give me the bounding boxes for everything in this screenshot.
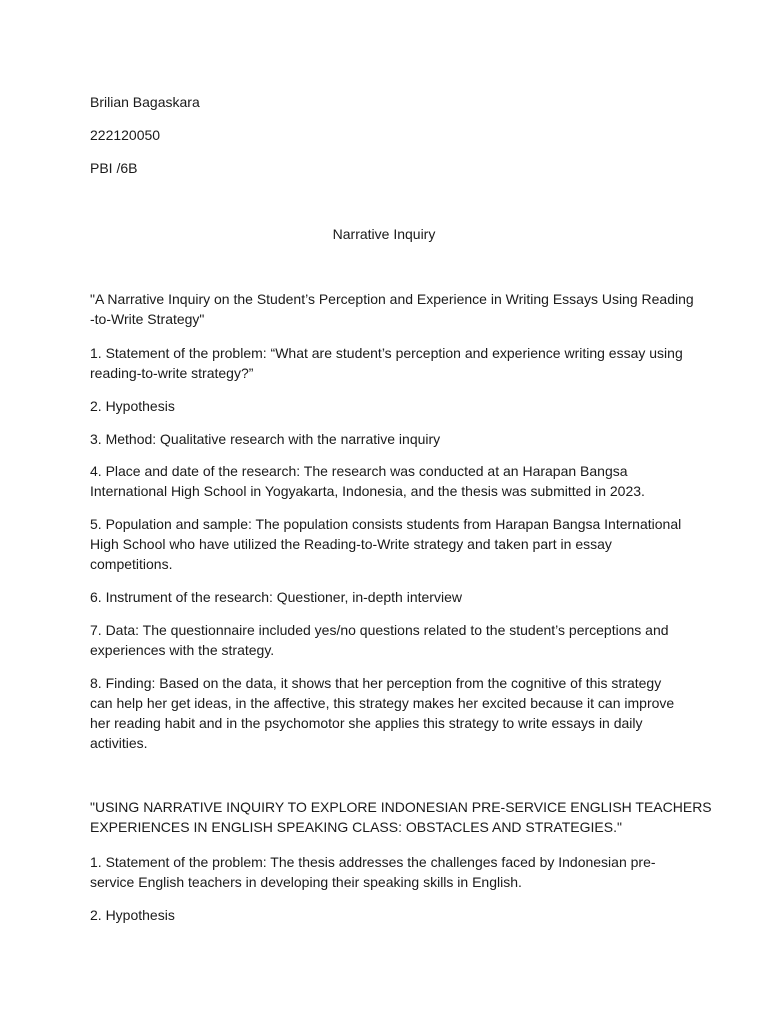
study2-title: "USING NARRATIVE INQUIRY TO EXPLORE INDONESIAN PRE-SERVICE ENGLISH TEACHERS EXPERIENCES IN ENGLISH SPEAKING CLASS: OBSTACLES AND STRATEGIES." — [90, 799, 712, 835]
study1-title: "A Narrative Inquiry on the Student’s Perception and Experience in Writing Essays Using Reading -to-Write Strategy" — [90, 291, 694, 327]
study1-item-finding: 8. Finding: Based on the data, it shows that her perception from the cognitive of this strategy can help her get ideas, in the affective, this strategy makes her excited because it can improve her reading habit and in the psychomotor she applies this strategy to write essays in daily activities. — [90, 675, 675, 751]
author-name: Brilian Bagaskara — [90, 94, 200, 110]
study1-item-place-date: 4. Place and date of the research: The research was conducted at an Harapan Bangsa International High School in Yogyakarta, Indonesia, and the thesis was submitted in 2023. — [90, 463, 645, 499]
study2-item-hypothesis: 2. Hypothesis — [90, 907, 175, 923]
study1-item-data: 7. Data: The questionnaire included yes/no questions related to the student’s perceptions and experiences with the strategy. — [90, 622, 669, 658]
study1-item-problem: 1. Statement of the problem: “What are student’s perception and experience writing essay using reading-to-write strategy?” — [90, 345, 683, 381]
study1-item-population: 5. Population and sample: The population consists students from Harapan Bangsa International High School who have utilized the Reading-to-Write strategy and taken part in essay competitions. — [90, 516, 682, 572]
study2-item-problem: 1. Statement of the problem: The thesis addresses the challenges faced by Indonesian pre- service English teachers in developing their speaking skills in English. — [90, 854, 656, 890]
study1-item-hypothesis: 2. Hypothesis — [90, 398, 175, 414]
document-title: Narrative Inquiry — [332, 226, 436, 242]
class-label: PBI /6B — [90, 160, 138, 176]
study1-item-instrument: 6. Instrument of the research: Questioner, in-depth interview — [90, 589, 462, 605]
study1-item-method: 3. Method: Qualitative research with the narrative inquiry — [90, 431, 441, 447]
student-id: 222120050 — [90, 127, 161, 143]
